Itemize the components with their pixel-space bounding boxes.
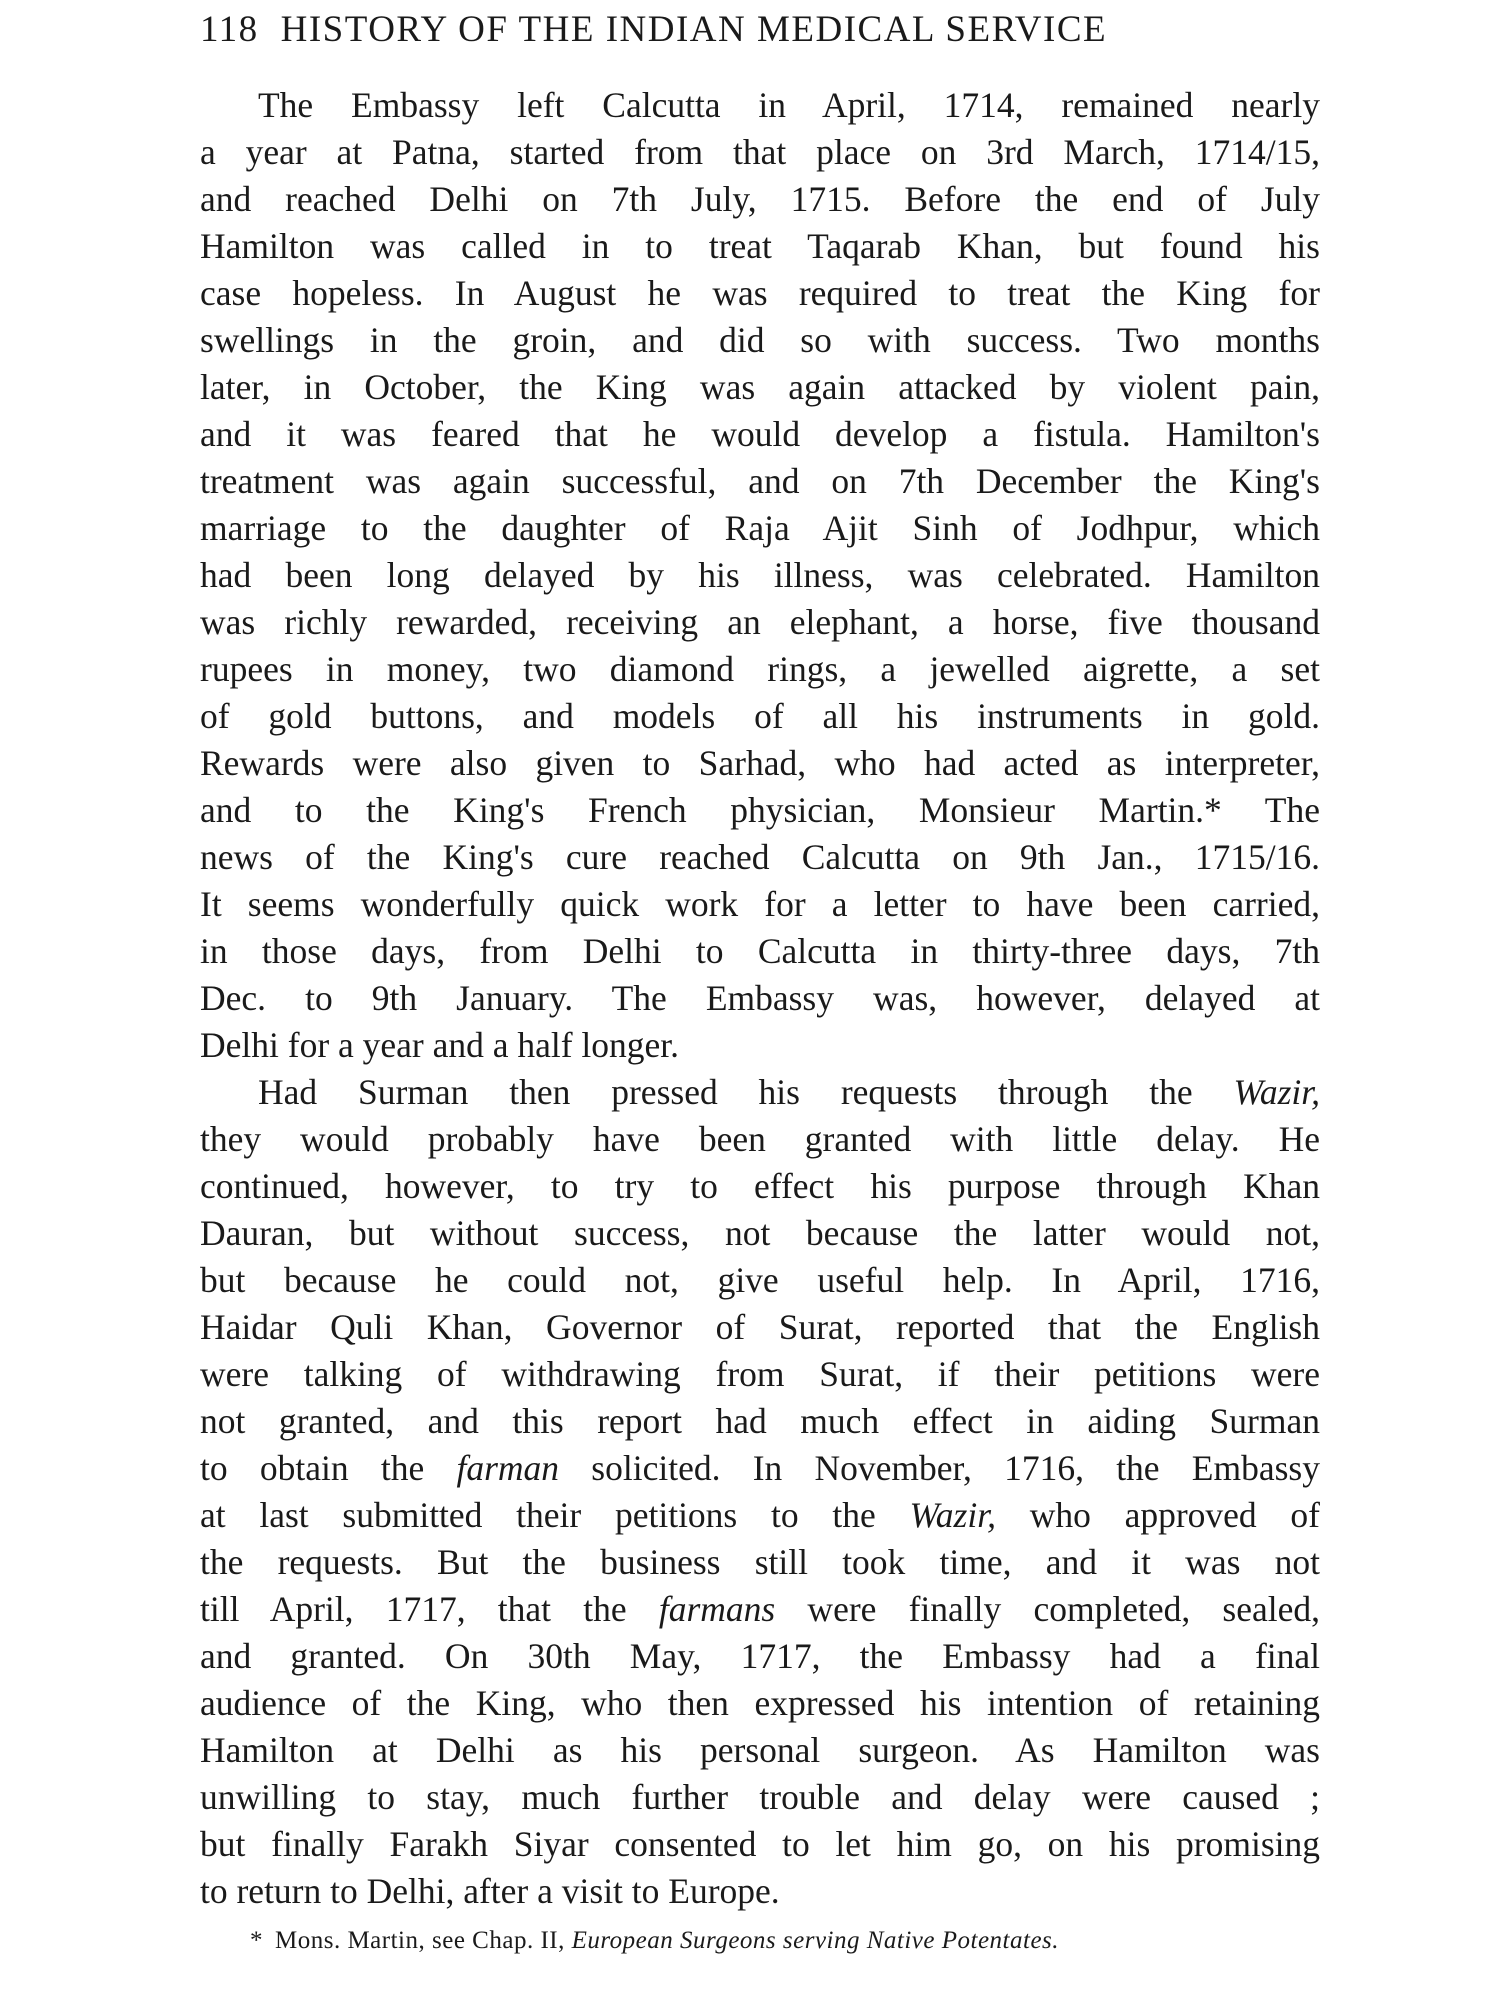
italic-term: Wazir,	[1233, 1072, 1320, 1112]
text-line: and it was feared that he would develop a fistula. Hamilton's	[200, 414, 1320, 454]
text-line: It seems wonderfully quick work for a letter to have been carried,	[200, 884, 1320, 924]
footnote-italic: European Surgeons serving Native Potentates.	[571, 1927, 1060, 1954]
italic-term: farmans	[658, 1589, 776, 1629]
text-line: audience of the King, who then expressed his intention of retaining	[200, 1683, 1320, 1723]
text-run: Had Surman then pressed his requests through the	[258, 1072, 1234, 1112]
text-line: later, in October, the King was again attacked by violent pain,	[200, 367, 1320, 407]
text-line: swellings in the groin, and did so with success. Two months	[200, 320, 1320, 360]
book-page	[200, 0, 1320, 2000]
text-line: Delhi for a year and a half longer.	[200, 1025, 680, 1065]
text-run: who approved of	[995, 1495, 1320, 1535]
text-line: a year at Patna, started from that place on 3rd March, 1714/15,	[200, 132, 1320, 172]
text-line: and granted. On 30th May, 1717, the Embassy had a final	[200, 1636, 1320, 1676]
text-line: rupees in money, two diamond rings, a jewelled aigrette, a set	[200, 649, 1320, 689]
text-run: solicited. In November, 1716, the Embassy	[559, 1448, 1320, 1488]
text-line: case hopeless. In August he was required to treat the King for	[200, 273, 1320, 313]
text-line: and reached Delhi on 7th July, 1715. Before the end of July	[200, 179, 1320, 219]
footnote-marker: *	[250, 1927, 263, 1954]
text-line: and to the King's French physician, Monsieur Martin.* The	[200, 790, 1320, 830]
text-run: at last submitted their petitions to the	[200, 1495, 910, 1535]
text-line: Hamilton at Delhi as his personal surgeon. As Hamilton was	[200, 1730, 1320, 1770]
text-line: unwilling to stay, much further trouble and delay were caused ;	[200, 1777, 1320, 1817]
text-line	[200, 1492, 1320, 1539]
footnote-text: Mons. Martin, see Chap. II,	[275, 1927, 572, 1954]
text-line: Dauran, but without success, not because the latter would not,	[200, 1213, 1320, 1253]
footnote	[250, 1927, 1059, 1955]
text-line	[200, 1069, 1320, 1116]
text-line: continued, however, to try to effect his purpose through Khan	[200, 1166, 1320, 1206]
text-line: Hamilton was called in to treat Taqarab Khan, but found his	[200, 226, 1320, 266]
text-run: were finally completed, sealed,	[775, 1589, 1320, 1629]
text-line	[200, 1586, 1320, 1633]
text-line: the requests. But the business still took time, and it was not	[200, 1542, 1320, 1582]
body-text	[200, 82, 1320, 1915]
text-line: but because he could not, give useful help. In April, 1716,	[200, 1260, 1320, 1300]
text-line: were talking of withdrawing from Surat, if their petitions were	[200, 1354, 1320, 1394]
text-line: Rewards were also given to Sarhad, who had acted as interpreter,	[200, 743, 1320, 783]
text-line: The Embassy left Calcutta in April, 1714, remained nearly	[258, 85, 1320, 125]
paragraph-1	[200, 82, 1320, 1069]
text-line: not granted, and this report had much effect in aiding Surman	[200, 1401, 1320, 1441]
paragraph-2	[200, 1069, 1320, 1915]
text-line: to return to Delhi, after a visit to Europe.	[200, 1871, 780, 1911]
running-title: HISTORY OF THE INDIAN MEDICAL SERVICE	[280, 9, 1108, 50]
text-line: treatment was again successful, and on 7th December the King's	[200, 461, 1320, 501]
italic-term: farman	[456, 1448, 560, 1488]
text-run: till April, 1717, that the	[200, 1589, 659, 1629]
text-line: was richly rewarded, receiving an elephant, a horse, five thousand	[200, 602, 1320, 642]
text-line: in those days, from Delhi to Calcutta in thirty-three days, 7th	[200, 931, 1320, 971]
text-run: to obtain the	[200, 1448, 457, 1488]
text-line: marriage to the daughter of Raja Ajit Sinh of Jodhpur, which	[200, 508, 1320, 548]
text-line: had been long delayed by his illness, was celebrated. Hamilton	[200, 555, 1320, 595]
text-line: Dec. to 9th January. The Embassy was, however, delayed at	[200, 978, 1320, 1018]
text-line: of gold buttons, and models of all his instruments in gold.	[200, 696, 1320, 736]
italic-term: Wazir,	[909, 1495, 996, 1535]
text-line: but finally Farakh Siyar consented to let him go, on his promising	[200, 1824, 1320, 1864]
text-line: news of the King's cure reached Calcutta on 9th Jan., 1715/16.	[200, 837, 1320, 877]
text-line: Haidar Quli Khan, Governor of Surat, reported that the English	[200, 1307, 1320, 1347]
text-line	[200, 1445, 1320, 1492]
running-head	[200, 8, 1320, 51]
page-number: 118	[200, 9, 259, 50]
text-line: they would probably have been granted with little delay. He	[200, 1119, 1320, 1159]
